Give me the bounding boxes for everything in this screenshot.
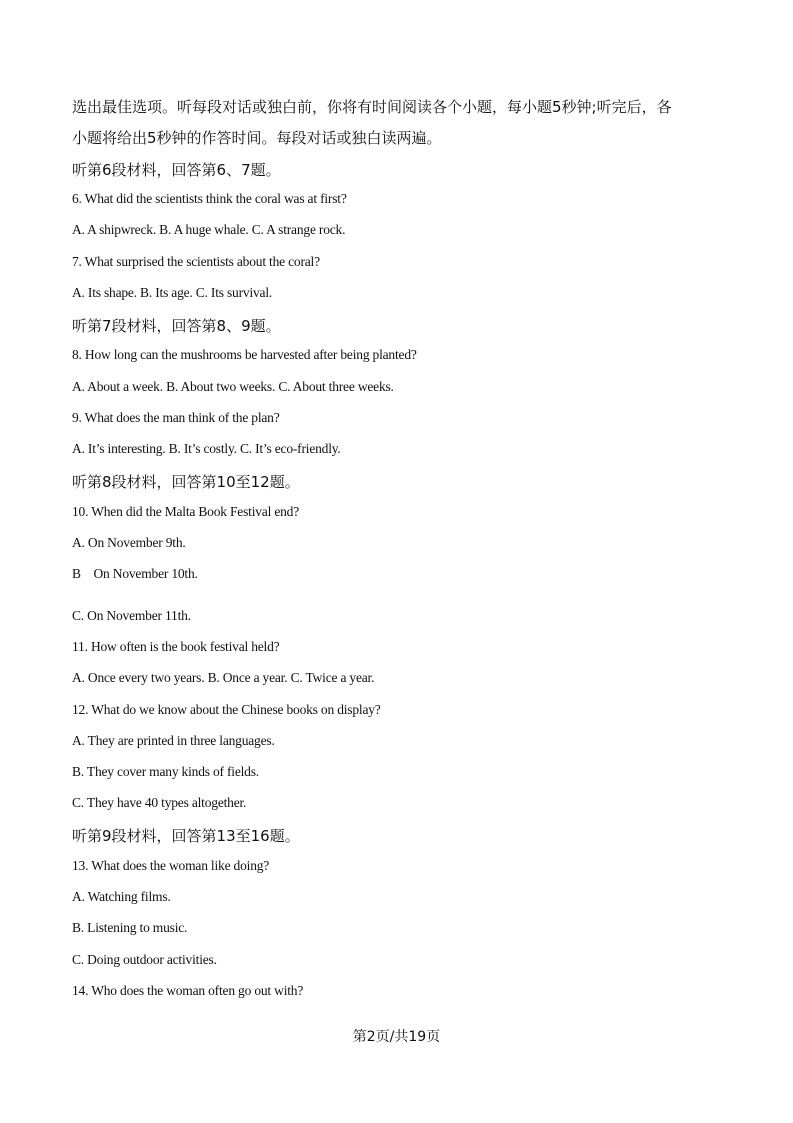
section-header-6: 听第6段材料，回答第6、7题。 (72, 161, 281, 179)
section-header-7: 听第7段材料，回答第8、9题。 (72, 317, 281, 335)
page-footer: 第2页/共19页 (352, 1029, 441, 1045)
question-9-stem: 9. What does the man think of the plan? (72, 410, 280, 425)
instruction-line-2: 小题将给出5秒钟的作答时间。每段对话或独白读两遍。 (72, 129, 442, 147)
question-13-option-c: C. Doing outdoor activities. (72, 952, 217, 967)
question-13-stem: 13. What does the woman like doing? (72, 858, 270, 873)
question-10-option-c: C. On November 11th. (72, 608, 191, 623)
question-12-option-b: B. They cover many kinds of fields. (72, 764, 259, 779)
question-8-options: A. About a week. B. About two weeks. C. About three weeks. (72, 379, 394, 394)
question-14-stem: 14. Who does the woman often go out with? (72, 983, 304, 998)
question-13-option-a: A. Watching films. (72, 889, 171, 904)
question-10-stem: 10. When did the Malta Book Festival end? (72, 504, 300, 519)
question-9-options: A. It’s interesting. B. It’s costly. C. It’s eco-friendly. (72, 441, 341, 456)
section-header-9: 听第9段材料，回答第13至16题。 (72, 827, 300, 845)
question-10-option-a: A. On November 9th. (72, 535, 186, 550)
question-11-stem: 11. How often is the book festival held? (72, 639, 280, 654)
question-12-option-c: C. They have 40 types altogether. (72, 795, 247, 810)
instruction-line-1: 选出最佳选项。听每段对话或独白前，你将有时间阅读各个小题，每小题5秒钟;听完后，各 (72, 98, 672, 116)
question-13-option-b: B. Listening to music. (72, 920, 188, 935)
question-12-stem: 12. What do we know about the Chinese books on display? (72, 702, 381, 717)
question-12-option-a: A. They are printed in three languages. (72, 733, 275, 748)
question-10-option-b: B On November 10th. (72, 566, 198, 581)
question-8-stem: 8. How long can the mushrooms be harvested after being planted? (72, 347, 417, 362)
question-11-options: A. Once every two years. B. Once a year. C. Twice a year. (72, 670, 375, 685)
question-7-options: A. Its shape. B. Its age. C. Its survival. (72, 285, 273, 300)
question-7-stem: 7. What surprised the scientists about the coral? (72, 254, 320, 269)
question-6-stem: 6. What did the scientists think the coral was at first? (72, 191, 347, 206)
section-header-8: 听第8段材料，回答第10至12题。 (72, 473, 300, 491)
question-6-options: A. A shipwreck. B. A huge whale. C. A strange rock. (72, 222, 346, 237)
